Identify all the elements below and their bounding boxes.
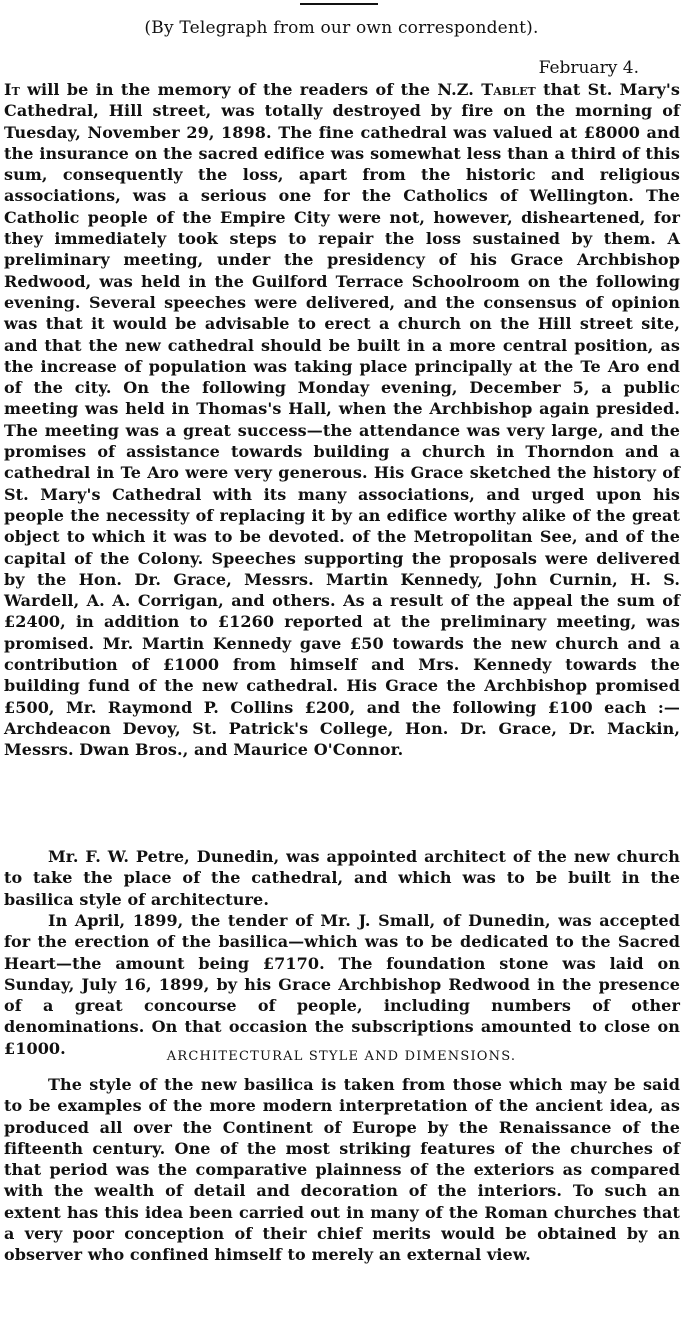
date-line: February 4.: [538, 58, 639, 78]
top-rule-divider: [300, 3, 378, 5]
paragraph-lead-word: It: [4, 80, 20, 99]
tablet-name: N.Z. Tablet: [437, 80, 536, 99]
article-paragraph-2: [4, 846, 680, 910]
paragraph-text: In April, 1899, the tender of Mr. J. Small, of Dunedin, was accepted for the erection of the basilica—which was to be dedicated to the Sacred Heart—the amount being £7170. The foundation stone was laid on Sunday, July 16, 1899, by his Grace Archbishop Redwood in the presence of a great concourse of people, including numbers of other denominations. On that occasion the subscriptions amounted to close on £1000.: [4, 911, 680, 1058]
article-paragraph-3: [4, 910, 680, 1059]
paragraph-text-rest: that St. Mary's Cathedral, Hill street, was totally destroyed by fire on the morning of Tuesday, November 29, 1898. The fine cathedral was valued at £8000 and the insurance on the sacred edifice was somewhat less than a third of this sum, consequently the loss, apart from the historic and religious associations, was a serious one for the Catholics of Wellington. The Catholic people of the Empire City were not, however, disheartened, for they immediately took steps to repair the loss sustained by them. A preliminary meeting, under the presidency of his Grace Archbishop Redwood, was held in the Guilford Terrace Schoolroom on the following evening. Several speeches were delivered, and the consensus of opinion was that it would be advisable to erect a church on the Hill street site, and that the new cathedral should be built in a more central position, as the increase of population was taking place principally at the Te Aro end of the city. On the following Monday evening, December 5, a public meeting was held in Thomas's Hall, when the Archbishop again presided. The meeting was a great success—the attendance was very large, and the promises of assistance towards building a church in Thorndon and a cathedral in Te Aro were very generous. His Grace sketched the history of St. Mary's Cathedral with its many associations, and urged upon his people the necessity of replacing it by an edifice worthy alike of the great object to which it was to be devoted. of the Metropolitan See, and of the capital of the Colony. Speeches supporting the proposals were delivered by the Hon. Dr. Grace, Messrs. Martin Kennedy, John Curnin, H. S. Wardell, A. A. Corrigan, and others. As a result of the appeal the sum of £2400, in addition to £1260 reported at the preliminary meeting, was promised. Mr. Martin Kennedy gave £50 towards the new church and a contribution of £1000 from himself and Mrs. Kennedy towards the building fund of the new cathedral. His Grace the Archbishop promised £500, Mr. Raymond P. Collins £200, and the following £100 each :—Archdeacon Devoy, St. Patrick's College, Hon. Dr. Grace, Dr. Mackin, Messrs. Dwan Bros., and Maurice O'Connor.: [4, 80, 680, 760]
article-paragraph-4: [4, 1074, 680, 1266]
paragraph-text: The style of the new basilica is taken from those which may be said to be examples of the more modern interpretation of the ancient idea, as produced all over the Continent of Europe by the Renaissance of the fifteenth century. One of the most striking features of the churches of that period was the comparative plainness of the exteriors as compared with the wealth of detail and decoration of the interiors. To such an extent has this idea been carried out in many of the Roman churches that a very poor conception of their chief merits would be obtained by an observer who confined himself to merely an external view.: [4, 1075, 680, 1265]
paragraph-text: Mr. F. W. Petre, Dunedin, was appointed architect of the new church to take the place of the cathedral, and which was to be built in the basilica style of architecture.: [4, 847, 680, 909]
dateline: (By Telegraph from our own correspondent).: [144, 18, 539, 38]
section-heading: ARCHITECTURAL STYLE AND DIMENSIONS.: [166, 1049, 517, 1064]
paragraph-text: will be in the memory of the readers of the: [19, 80, 438, 99]
article-paragraph-1: [4, 79, 680, 761]
